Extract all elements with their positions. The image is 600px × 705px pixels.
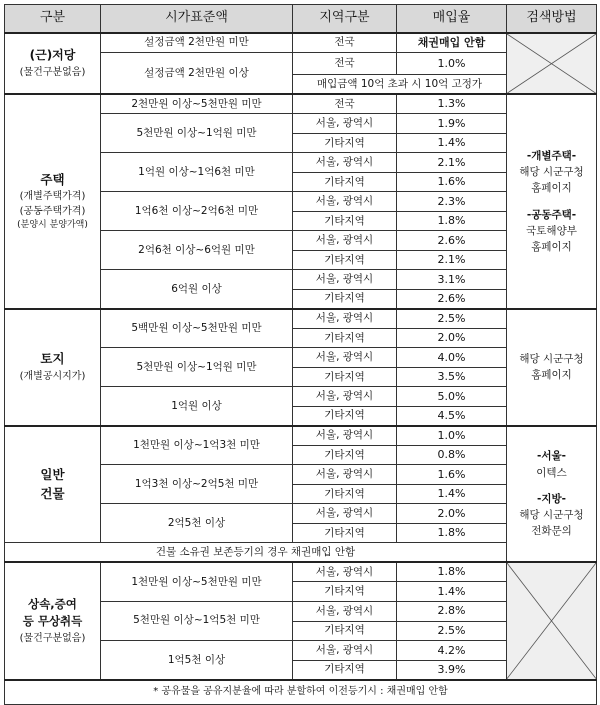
table-row <box>5 562 597 582</box>
rate-cell: 2.1% <box>397 250 507 270</box>
bond-rate-table <box>4 4 597 705</box>
rate-cell: 2.5% <box>397 309 507 329</box>
method-text: 해당 시군구청 <box>519 509 584 522</box>
region-cell: 전국 <box>293 53 397 75</box>
category-name: 등 무상취득 <box>22 614 83 629</box>
rate-cell: 1.8% <box>397 562 507 582</box>
category-name: 일반 <box>40 467 65 483</box>
price-cell: 2억6천 이상~6억원 미만 <box>101 231 293 270</box>
category-cell <box>5 33 101 94</box>
region-cell: 서울, 광역시 <box>293 562 397 582</box>
region-cell: 서울, 광역시 <box>293 504 397 524</box>
rate-cell: 1.0% <box>397 53 507 75</box>
table-row <box>5 33 597 53</box>
category-name: 상속,증여 <box>28 597 77 612</box>
rate-cell: 1.4% <box>397 484 507 504</box>
region-cell: 서울, 광역시 <box>293 465 397 485</box>
search-method-cell <box>507 309 597 426</box>
method-heading: -서울- <box>536 450 566 463</box>
group-land <box>5 309 597 426</box>
header-row <box>5 5 597 34</box>
region-cell: 기타지역 <box>293 445 397 465</box>
price-cell: 1억원 이상~1억6천 미만 <box>101 153 293 192</box>
category-sub: (물건구분없음) <box>19 632 86 644</box>
method-heading: -지방- <box>536 492 566 505</box>
cap-note-cell: 매입금액 10억 초과 시 10억 고정가 <box>293 75 507 95</box>
rate-cell: 1.8% <box>397 523 507 543</box>
category-name: 건물 <box>40 486 65 502</box>
category-sub: (분양시 분양가액) <box>17 220 88 231</box>
category-sub: (개별주택가격) <box>19 191 86 203</box>
price-cell: 5천만원 이상~1억원 미만 <box>101 114 293 153</box>
method-text: 전화문의 <box>531 525 572 538</box>
header-category: 구분 <box>5 5 101 34</box>
region-cell: 서울, 광역시 <box>293 192 397 212</box>
rate-cell: 1.4% <box>397 582 507 602</box>
region-cell: 전국 <box>293 33 397 53</box>
rate-cell: 1.4% <box>397 133 507 153</box>
price-cell: 1억5천 이상 <box>101 641 293 680</box>
no-search-cell <box>507 33 597 94</box>
region-cell: 기타지역 <box>293 621 397 641</box>
region-cell: 기타지역 <box>293 211 397 231</box>
price-cell: 1억6천 이상~2억6천 미만 <box>101 192 293 231</box>
region-cell: 서울, 광역시 <box>293 270 397 290</box>
region-cell: 서울, 광역시 <box>293 601 397 621</box>
category-name: 주택 <box>40 171 65 187</box>
rate-cell: 0.8% <box>397 445 507 465</box>
header-standard-price: 시가표준액 <box>101 5 293 34</box>
region-cell: 기타지역 <box>293 523 397 543</box>
price-cell: 2억5천 이상 <box>101 504 293 543</box>
price-cell: 설정금액 2천만원 이상 <box>101 53 293 95</box>
rate-cell: 2.8% <box>397 601 507 621</box>
region-cell: 기타지역 <box>293 367 397 387</box>
rate-cell: 1.3% <box>397 94 507 114</box>
rate-cell: 1.8% <box>397 211 507 231</box>
footnote: * 공유물을 공유지분율에 따라 분할하여 이전등기시 : 채권매입 안함 <box>5 680 597 705</box>
rate-cell: 1.6% <box>397 465 507 485</box>
method-text: 국토해양부 <box>526 224 577 237</box>
price-cell: 1천만원 이상~5천만원 미만 <box>101 562 293 601</box>
rate-cell: 2.5% <box>397 621 507 641</box>
price-cell: 5천만원 이상~1억5천 미만 <box>101 601 293 640</box>
method-heading: -개별주택- <box>526 149 577 162</box>
method-heading: -공동주택- <box>526 208 577 221</box>
search-method-cell <box>507 94 597 309</box>
category-cell <box>5 426 101 543</box>
rate-cell: 2.3% <box>397 192 507 212</box>
rate-cell: 채권매입 안함 <box>397 33 507 53</box>
header-region: 지역구분 <box>293 5 397 34</box>
rate-cell: 2.0% <box>397 504 507 524</box>
region-cell: 서울, 광역시 <box>293 309 397 329</box>
method-text: 홈페이지 <box>531 182 572 195</box>
method-text: 해당 시군구청 <box>519 353 584 366</box>
price-cell: 1천만원 이상~1억3천 미만 <box>101 426 293 465</box>
category-name: 토지 <box>40 351 65 367</box>
rate-cell: 1.9% <box>397 114 507 134</box>
method-text: 홈페이지 <box>531 241 572 254</box>
table-row <box>5 426 597 446</box>
rate-cell: 1.0% <box>397 426 507 446</box>
price-cell: 2천만원 이상~5천만원 미만 <box>101 94 293 114</box>
region-cell: 서울, 광역시 <box>293 114 397 134</box>
cross-out-icon <box>507 563 596 679</box>
region-cell: 전국 <box>293 94 397 114</box>
category-cell <box>5 309 101 426</box>
region-cell: 기타지역 <box>293 484 397 504</box>
preservation-note-cell: 건물 소유권 보존등기의 경우 채권매입 안함 <box>5 543 507 563</box>
cross-out-icon <box>507 34 596 93</box>
table-row <box>5 309 597 329</box>
table-row <box>5 94 597 114</box>
category-sub: (개별공시지가) <box>19 370 86 382</box>
rate-cell: 2.1% <box>397 153 507 173</box>
method-text: 이텍스 <box>536 466 567 479</box>
category-sub: (물건구분없음) <box>19 66 86 78</box>
rate-cell: 3.9% <box>397 661 507 681</box>
region-cell: 서울, 광역시 <box>293 641 397 661</box>
region-cell: 서울, 광역시 <box>293 387 397 407</box>
no-search-cell <box>507 562 597 680</box>
rate-cell: 2.6% <box>397 289 507 309</box>
header-search-method: 검색방법 <box>507 5 597 34</box>
category-sub: (공동주택가격) <box>19 205 86 217</box>
group-building <box>5 426 597 563</box>
price-cell: 1억원 이상 <box>101 387 293 426</box>
region-cell: 기타지역 <box>293 289 397 309</box>
region-cell: 기타지역 <box>293 661 397 681</box>
region-cell: 기타지역 <box>293 250 397 270</box>
category-name: (근)저당 <box>29 47 76 62</box>
rate-cell: 4.2% <box>397 641 507 661</box>
category-cell <box>5 562 101 680</box>
footnote-section <box>5 680 597 705</box>
region-cell: 서울, 광역시 <box>293 348 397 368</box>
rate-cell: 3.1% <box>397 270 507 290</box>
region-cell: 서울, 광역시 <box>293 426 397 446</box>
region-cell: 서울, 광역시 <box>293 231 397 251</box>
group-housing <box>5 94 597 309</box>
category-cell <box>5 94 101 309</box>
price-cell: 1억3천 이상~2억5천 미만 <box>101 465 293 504</box>
rate-cell: 2.6% <box>397 231 507 251</box>
rate-cell: 5.0% <box>397 387 507 407</box>
rate-cell: 1.6% <box>397 172 507 192</box>
method-text: 홈페이지 <box>531 369 572 382</box>
price-cell: 5백만원 이상~5천만원 미만 <box>101 309 293 348</box>
price-cell: 설정금액 2천만원 미만 <box>101 33 293 53</box>
price-cell: 6억원 이상 <box>101 270 293 309</box>
header-purchase-rate: 매입율 <box>397 5 507 34</box>
method-text: 해당 시군구청 <box>519 166 584 179</box>
region-cell: 기타지역 <box>293 172 397 192</box>
search-method-cell <box>507 426 597 563</box>
rate-cell: 2.0% <box>397 328 507 348</box>
region-cell: 기타지역 <box>293 328 397 348</box>
region-cell: 기타지역 <box>293 406 397 426</box>
region-cell: 기타지역 <box>293 133 397 153</box>
group-mortgage <box>5 33 597 94</box>
group-inheritance <box>5 562 597 680</box>
rate-cell: 4.5% <box>397 406 507 426</box>
rate-cell: 3.5% <box>397 367 507 387</box>
price-cell: 5천만원 이상~1억원 미만 <box>101 348 293 387</box>
footnote-row <box>5 680 597 705</box>
region-cell: 서울, 광역시 <box>293 153 397 173</box>
region-cell: 기타지역 <box>293 582 397 602</box>
rate-cell: 4.0% <box>397 348 507 368</box>
